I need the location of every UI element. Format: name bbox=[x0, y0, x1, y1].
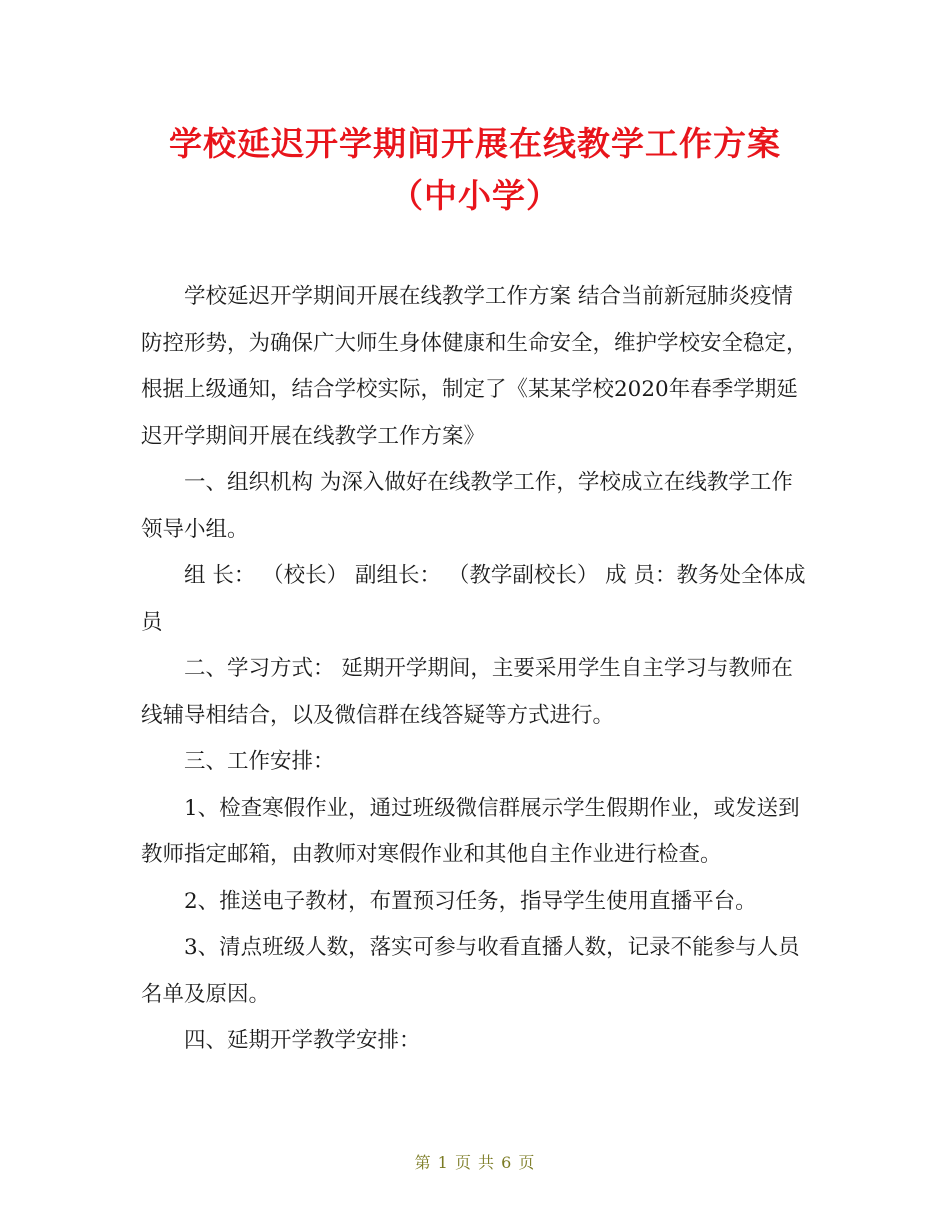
document-title: 学校延迟开学期间开展在线教学工作方案（中小学） bbox=[169, 124, 781, 215]
paragraph-work-arrangement-heading: 三、工作安排： bbox=[184, 749, 335, 774]
page-number-label: 第 1 页 共 6 页 bbox=[414, 1153, 536, 1172]
page-number-footer bbox=[0, 1150, 950, 1173]
document-body bbox=[141, 274, 811, 1065]
paragraph-item-1: 1、检查寒假作业，通过班级微信群展示学生假期作业，或发送到教师指定邮箱，由教师对寒假作业和其他自主作业进行检查。 bbox=[141, 795, 800, 867]
paragraph-members: 组 长： （校长） 副组长： （教学副校长） 成 员：教务处全体成员 bbox=[141, 563, 806, 635]
paragraph-item-3: 3、清点班级人数，落实可参与收看直播人数，记录不能参与人员名单及原因。 bbox=[141, 935, 800, 1007]
paragraph-item-2: 2、推送电子教材，布置预习任务，指导学生使用直播平台。 bbox=[184, 888, 757, 914]
paragraph-intro: 学校延迟开学期间开展在线教学工作方案 结合当前新冠肺炎疫情防控形势，为确保广大师生身体健康和生命安全，维护学校安全稳定，根据上级通知，结合学校实际，制定了《某某学校2020年春季学期延迟开学期间开展在线教学工作方案》 bbox=[141, 284, 808, 449]
paragraph-teaching-arrangement-heading: 四、延期开学教学安排： bbox=[184, 1028, 421, 1053]
paragraph-organization: 一、组织机构 为深入做好在线教学工作，学校成立在线教学工作领导小组。 bbox=[141, 470, 793, 542]
paragraph-study-method: 二、学习方式： 延期开学期间，主要采用学生自主学习与教师在线辅导相结合，以及微信群在线答疑等方式进行。 bbox=[141, 656, 793, 728]
